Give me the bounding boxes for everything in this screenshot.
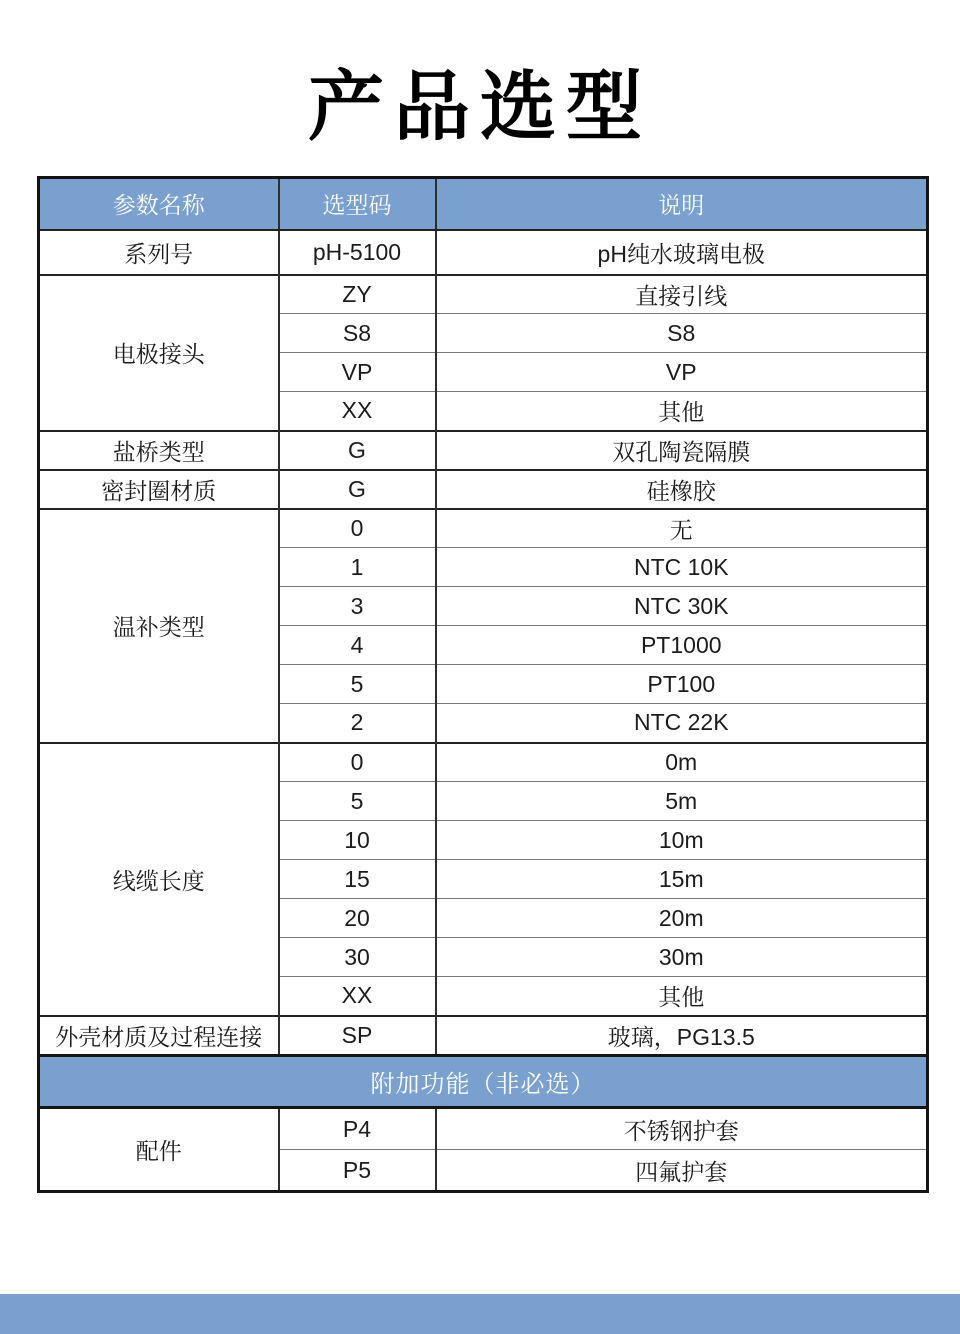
- desc-cell: PT100: [436, 665, 928, 704]
- desc-cell: NTC 22K: [436, 704, 928, 743]
- code-cell: ZY: [279, 275, 436, 314]
- table-row: [39, 743, 928, 782]
- code-cell: P4: [279, 1108, 436, 1150]
- table-row: [39, 509, 928, 548]
- table-row: [39, 1108, 928, 1150]
- desc-cell: PT1000: [436, 626, 928, 665]
- code-cell: 2: [279, 704, 436, 743]
- code-cell: 5: [279, 782, 436, 821]
- header-description: 说明: [436, 178, 928, 230]
- header-row: [39, 178, 928, 230]
- param-cell: 盐桥类型: [39, 431, 279, 470]
- code-cell: 0: [279, 743, 436, 782]
- banner-row: [39, 1056, 928, 1108]
- table-row: [39, 1016, 928, 1056]
- param-cell: 系列号: [39, 230, 279, 275]
- code-cell: 0: [279, 509, 436, 548]
- code-cell: G: [279, 431, 436, 470]
- desc-cell: 15m: [436, 860, 928, 899]
- code-cell: 20: [279, 899, 436, 938]
- product-selection-table: [37, 176, 929, 1193]
- table-header: [39, 178, 928, 230]
- code-cell: SP: [279, 1016, 436, 1056]
- desc-cell: VP: [436, 353, 928, 392]
- desc-cell: 无: [436, 509, 928, 548]
- code-cell: S8: [279, 314, 436, 353]
- desc-cell: 双孔陶瓷隔膜: [436, 431, 928, 470]
- table-row: [39, 275, 928, 314]
- code-cell: XX: [279, 392, 436, 431]
- param-cell: 外壳材质及过程连接: [39, 1016, 279, 1056]
- table-body: [39, 230, 928, 1192]
- code-cell: 1: [279, 548, 436, 587]
- param-cell: 电极接头: [39, 275, 279, 431]
- desc-cell: 不锈钢护套: [436, 1108, 928, 1150]
- desc-cell: 30m: [436, 938, 928, 977]
- code-cell: XX: [279, 977, 436, 1016]
- code-cell: P5: [279, 1150, 436, 1192]
- table-row: [39, 230, 928, 275]
- code-cell: 4: [279, 626, 436, 665]
- code-cell: 10: [279, 821, 436, 860]
- banner-cell: 附加功能（非必选）: [39, 1056, 928, 1108]
- param-cell: 线缆长度: [39, 743, 279, 1016]
- param-cell: 配件: [39, 1108, 279, 1192]
- footer-blue-bar: [0, 1294, 960, 1334]
- desc-cell: 10m: [436, 821, 928, 860]
- desc-cell: NTC 10K: [436, 548, 928, 587]
- desc-cell: 0m: [436, 743, 928, 782]
- header-param-name: 参数名称: [39, 178, 279, 230]
- page-title: 产品选型: [308, 65, 652, 150]
- desc-cell: 其他: [436, 977, 928, 1016]
- code-cell: VP: [279, 353, 436, 392]
- code-cell: G: [279, 470, 436, 509]
- desc-cell: pH纯水玻璃电极: [436, 230, 928, 275]
- desc-cell: 其他: [436, 392, 928, 431]
- header-selection-code: 选型码: [279, 178, 436, 230]
- table-row: [39, 470, 928, 509]
- desc-cell: 四氟护套: [436, 1150, 928, 1192]
- code-cell: 30: [279, 938, 436, 977]
- desc-cell: NTC 30K: [436, 587, 928, 626]
- table-row: [39, 431, 928, 470]
- desc-cell: 5m: [436, 782, 928, 821]
- code-cell: 5: [279, 665, 436, 704]
- desc-cell: 直接引线: [436, 275, 928, 314]
- param-cell: 密封圈材质: [39, 470, 279, 509]
- desc-cell: 玻璃，PG13.5: [436, 1016, 928, 1056]
- desc-cell: 硅橡胶: [436, 470, 928, 509]
- desc-cell: S8: [436, 314, 928, 353]
- desc-cell: 20m: [436, 899, 928, 938]
- code-cell: pH-5100: [279, 230, 436, 275]
- param-cell: 温补类型: [39, 509, 279, 743]
- code-cell: 3: [279, 587, 436, 626]
- code-cell: 15: [279, 860, 436, 899]
